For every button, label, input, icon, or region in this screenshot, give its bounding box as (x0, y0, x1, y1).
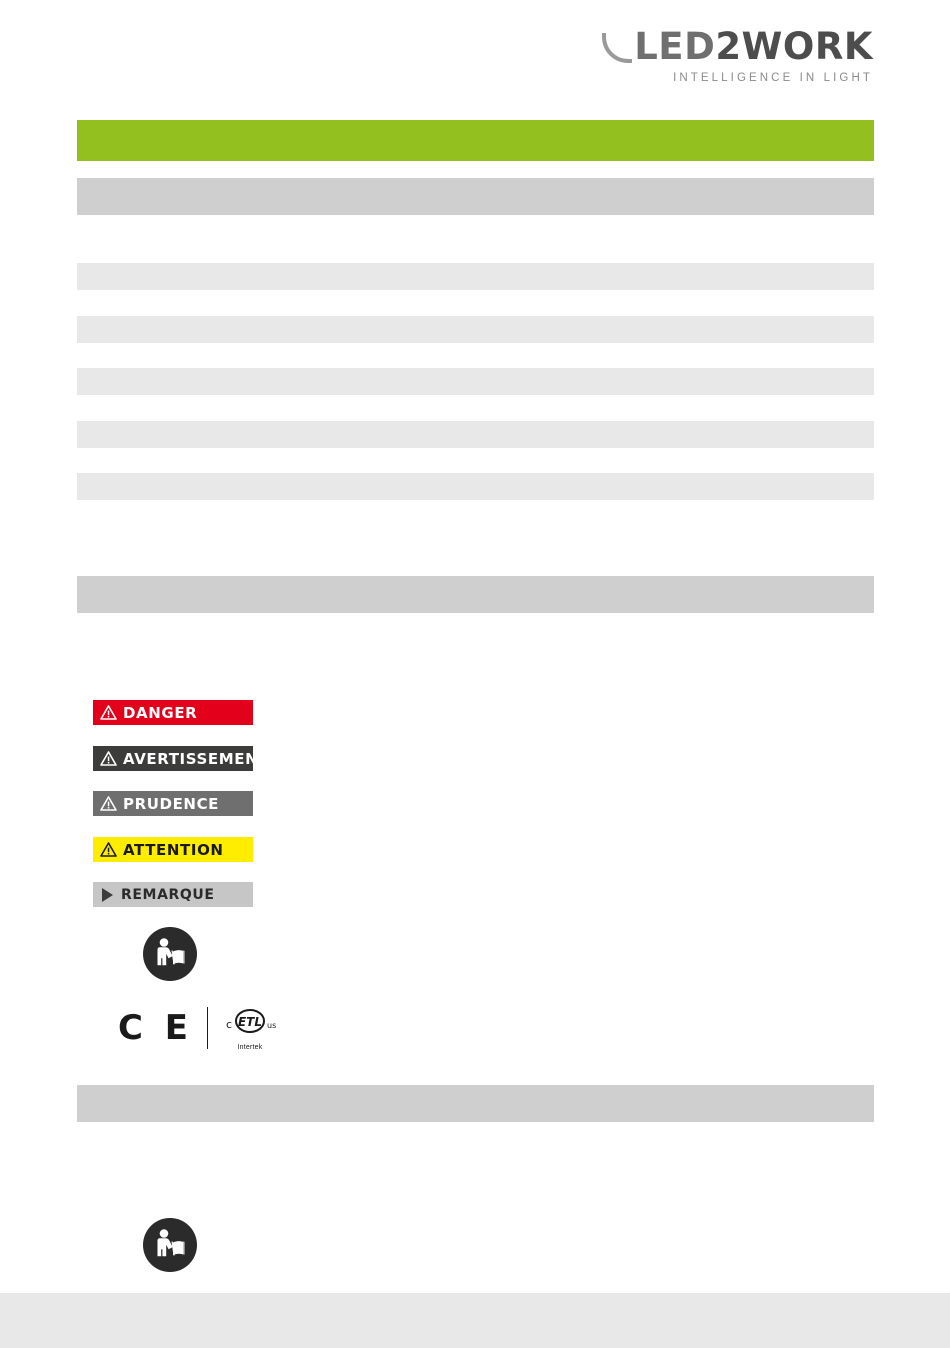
section-bar-usage-text (77, 1085, 874, 1122)
row-bar-1 (77, 263, 874, 290)
row-bar-1-text (77, 263, 874, 290)
logo-tagline: INTELLIGENCE IN LIGHT (673, 72, 873, 84)
badge-caution (93, 791, 253, 816)
logo-wordmark (602, 25, 873, 68)
badge-danger (93, 700, 253, 725)
section-bar-main (77, 178, 874, 215)
badge-attention (93, 837, 253, 862)
warning-triangle-icon (100, 705, 117, 720)
cert-divider (207, 1007, 208, 1049)
etl-mark-icon (222, 1004, 278, 1051)
badge-note-label: REMARQUE (121, 886, 215, 903)
note-arrow-icon (102, 888, 113, 902)
ce-mark-icon: C E (118, 1007, 194, 1048)
row-bar-2-text (77, 316, 874, 343)
certification-marks (118, 1004, 278, 1051)
badge-attention-label: ATTENTION (123, 840, 224, 859)
read-manual-icon (143, 1218, 197, 1272)
svg-text:c: c (226, 1018, 233, 1031)
logo-main-bold: 2WORK (715, 25, 873, 68)
section-bar-main-text (77, 178, 874, 215)
title-bar-green-text (77, 120, 874, 161)
warning-triangle-icon (100, 796, 117, 811)
row-bar-4 (77, 421, 874, 448)
brand-logo (602, 25, 873, 84)
warning-triangle-icon (100, 842, 117, 857)
badge-note (93, 882, 253, 907)
logo-swoosh-icon (602, 33, 632, 63)
page-footer (0, 1293, 950, 1348)
svg-text:us: us (267, 1021, 277, 1030)
row-bar-5-text (77, 473, 874, 500)
title-bar-green (77, 120, 874, 161)
row-bar-3 (77, 368, 874, 395)
logo-main-light: LED (634, 25, 716, 68)
row-bar-3-text (77, 368, 874, 395)
svg-text:ETL: ETL (238, 1015, 263, 1029)
section-bar-safety-text (77, 576, 874, 613)
etl-sub-label: Intertek (237, 1044, 263, 1051)
badge-warning (93, 746, 270, 771)
row-bar-2 (77, 316, 874, 343)
section-bar-safety (77, 576, 874, 613)
badge-warning-label: AVERTISSEMENT (123, 749, 270, 768)
warning-triangle-icon (100, 751, 117, 766)
row-bar-4-text (77, 421, 874, 448)
read-manual-icon (143, 927, 197, 981)
section-bar-usage (77, 1085, 874, 1122)
badge-danger-label: DANGER (123, 703, 198, 722)
badge-caution-label: PRUDENCE (123, 794, 220, 813)
row-bar-5 (77, 473, 874, 500)
